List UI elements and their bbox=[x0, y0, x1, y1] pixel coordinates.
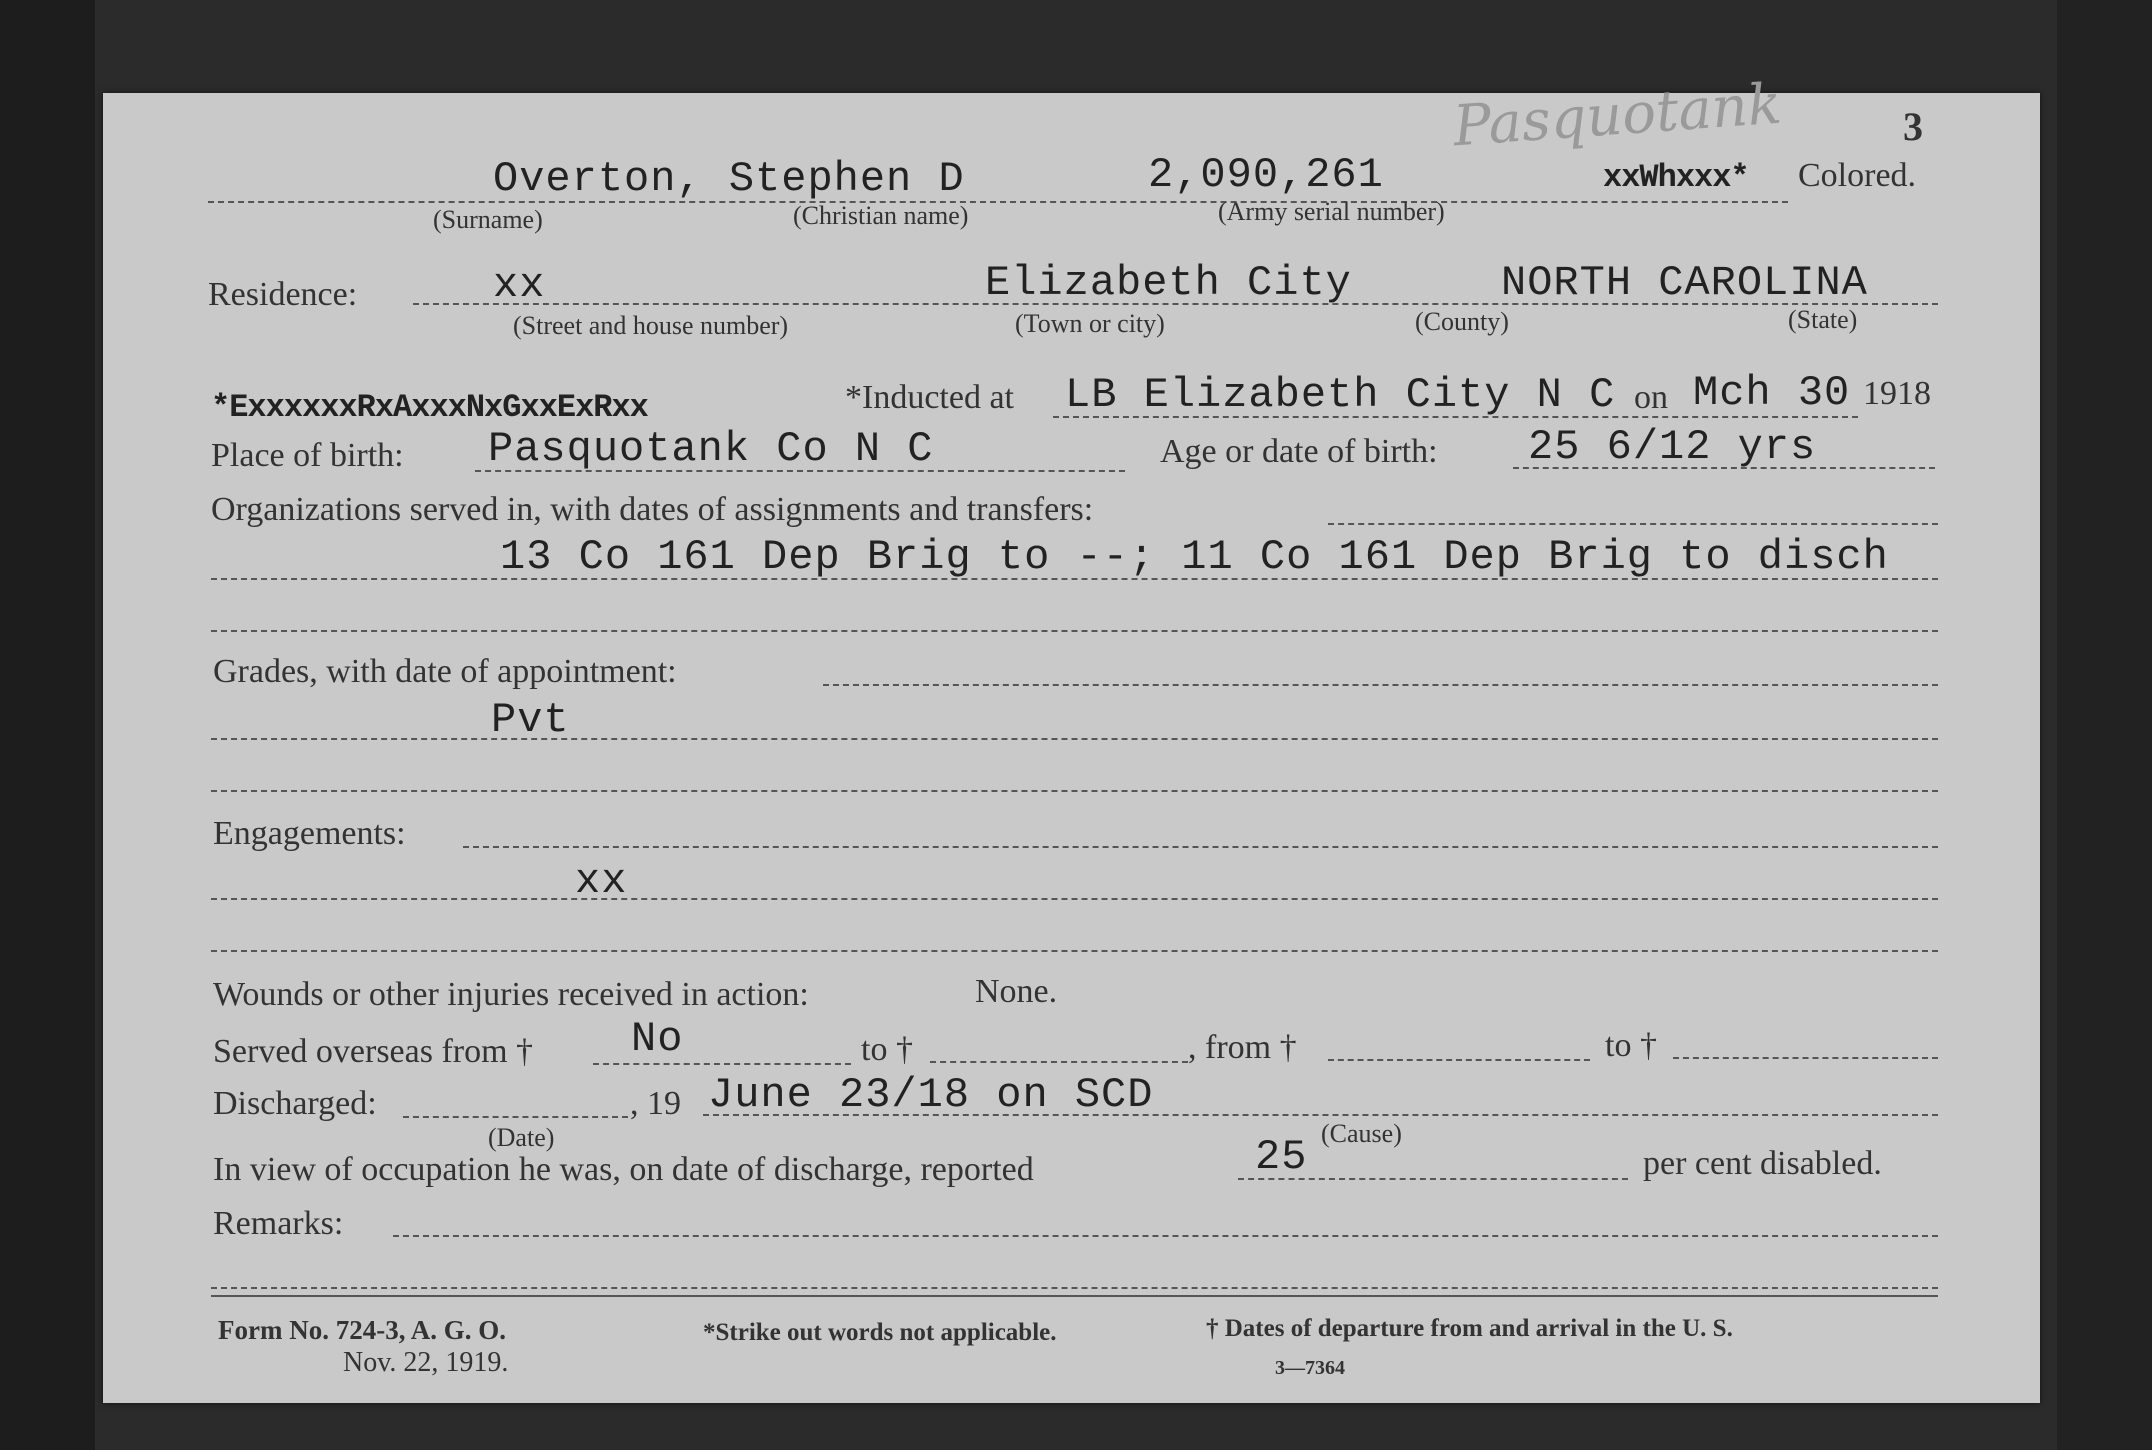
orgs-line-3 bbox=[211, 630, 1938, 632]
overseas-from2-line bbox=[1328, 1059, 1590, 1061]
grades: Pvt bbox=[491, 696, 570, 744]
birth-place-label: Place of birth: bbox=[211, 437, 404, 474]
engagements-line-1 bbox=[463, 846, 1938, 848]
inducted-year: 1918 bbox=[1863, 375, 1931, 412]
serial-number: 2,090,261 bbox=[1148, 151, 1384, 199]
overseas-to-label: to † bbox=[861, 1031, 913, 1068]
wounds-label: Wounds or other injuries received in action: bbox=[213, 976, 809, 1013]
age-label: Age or date of birth: bbox=[1160, 433, 1438, 470]
percent-line bbox=[1238, 1178, 1628, 1180]
grades-label: Grades, with date of appointment: bbox=[213, 653, 677, 690]
form-number: Form No. 724-3, A. G. O. bbox=[218, 1315, 506, 1345]
overseas-to2-label: to † bbox=[1605, 1027, 1657, 1064]
caption-county: (County) bbox=[1415, 307, 1509, 336]
remarks-label: Remarks: bbox=[213, 1205, 344, 1242]
remarks-line-1 bbox=[393, 1235, 1938, 1237]
footer-rule bbox=[211, 1295, 1938, 1297]
discharged-label: Discharged: bbox=[213, 1085, 377, 1122]
strike-note: *Strike out words not applicable. bbox=[703, 1319, 1057, 1346]
percent: 25 bbox=[1255, 1133, 1308, 1181]
year-prefix: , 19 bbox=[630, 1085, 681, 1122]
birth-place-line bbox=[475, 470, 1125, 472]
dates-note: † Dates of departure from and arrival in the U. S. bbox=[1206, 1315, 1733, 1342]
age: 25 6/12 yrs bbox=[1528, 423, 1817, 471]
inducted-line bbox=[1053, 416, 1858, 418]
engagements-line-3 bbox=[211, 950, 1938, 952]
overseas-from: No bbox=[631, 1015, 684, 1063]
discharged-date-line bbox=[403, 1116, 628, 1118]
residence-town: Elizabeth City bbox=[985, 259, 1352, 307]
service-record-card bbox=[103, 71, 2040, 1403]
residence-street: xx bbox=[493, 261, 546, 309]
orgs-label: Organizations served in, with dates of assignments and transfers: bbox=[211, 491, 1094, 528]
engagements-line-2 bbox=[211, 898, 1938, 900]
caption-street: (Street and house number) bbox=[513, 311, 789, 340]
discharge: June 23/18 on SCD bbox=[708, 1071, 1154, 1119]
caption-state: (State) bbox=[1788, 305, 1858, 334]
enlisted-struck: *ExxxxxxRxAxxxNxGxxExRxx bbox=[211, 389, 648, 426]
overseas-from-line bbox=[593, 1063, 851, 1065]
remarks-line-2 bbox=[211, 1287, 1938, 1289]
residence-label: Residence: bbox=[208, 276, 358, 313]
discharge-line bbox=[703, 1114, 1938, 1116]
overseas-label: Served overseas from † bbox=[213, 1033, 534, 1070]
overseas-to2-line bbox=[1673, 1057, 1938, 1059]
wounds-value: None. bbox=[975, 973, 1058, 1010]
age-line bbox=[1513, 467, 1935, 469]
caption-cause: (Cause) bbox=[1321, 1119, 1402, 1148]
on-label: on bbox=[1634, 379, 1668, 416]
page-number: 3 bbox=[1903, 104, 1923, 149]
caption-christian-name: (Christian name) bbox=[793, 201, 969, 230]
engagements-label: Engagements: bbox=[213, 815, 406, 852]
inducted-label: *Inducted at bbox=[845, 379, 1014, 416]
caption-surname: (Surname) bbox=[433, 205, 543, 234]
grades-line-2 bbox=[211, 738, 1938, 740]
orgs: 13 Co 161 Dep Brig to --; 11 Co 161 Dep Brig to disch bbox=[500, 533, 1889, 581]
surname-name: Overton, Stephen D bbox=[493, 155, 965, 203]
print-code: 3—7364 bbox=[1275, 1357, 1345, 1379]
orgs-line-1 bbox=[1328, 523, 1938, 525]
scan-background-left bbox=[0, 0, 95, 1450]
handwritten-note: Pasquotank bbox=[1451, 71, 1784, 160]
grades-line-1 bbox=[823, 684, 1938, 686]
overseas-from2-label: , from † bbox=[1188, 1029, 1297, 1066]
engagements: xx bbox=[575, 857, 628, 905]
name-line bbox=[208, 201, 1788, 203]
percent-suffix: per cent disabled. bbox=[1643, 1145, 1882, 1182]
caption-town: (Town or city) bbox=[1015, 309, 1165, 338]
birth-place: Pasquotank Co N C bbox=[488, 425, 934, 473]
race-struck: xxWhxxx* bbox=[1603, 159, 1749, 196]
inducted-place: LB Elizabeth City N C bbox=[1065, 371, 1616, 419]
form-date: Nov. 22, 1919. bbox=[343, 1347, 509, 1378]
grades-line-3 bbox=[211, 790, 1938, 792]
inducted-date: Mch 30 bbox=[1693, 369, 1851, 417]
residence-state: NORTH CAROLINA bbox=[1501, 259, 1868, 307]
residence-line bbox=[413, 303, 1938, 305]
caption-serial: (Army serial number) bbox=[1218, 197, 1445, 226]
caption-date: (Date) bbox=[488, 1123, 555, 1152]
scan-background-right bbox=[2057, 0, 2152, 1450]
occupation-label: In view of occupation he was, on date of discharge, reported bbox=[213, 1151, 1034, 1188]
race: Colored. bbox=[1798, 157, 1917, 194]
orgs-line-2 bbox=[211, 578, 1938, 580]
overseas-to-line bbox=[930, 1061, 1188, 1063]
